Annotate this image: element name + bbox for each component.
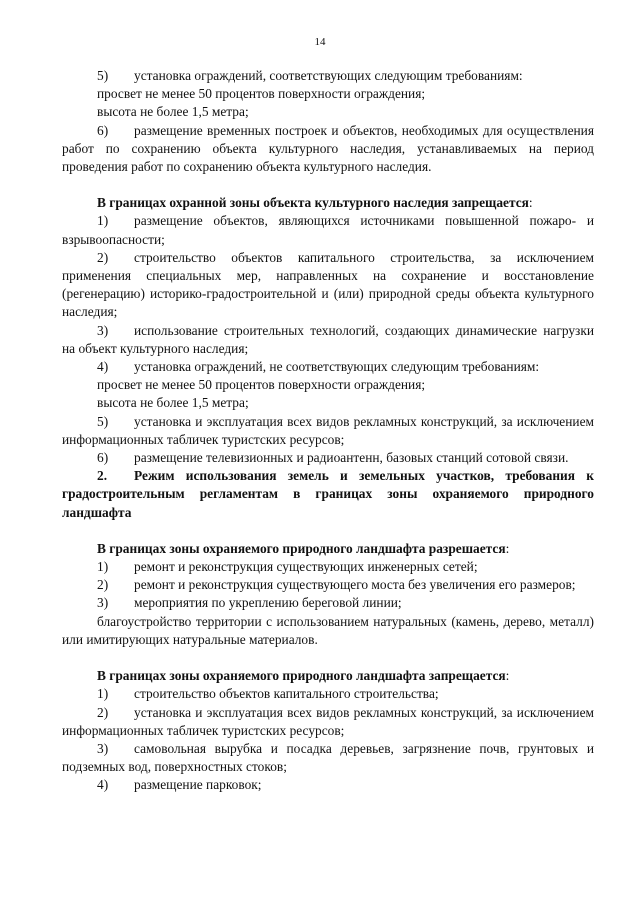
requirement-line: высота не более 1,5 метра; xyxy=(97,104,249,120)
list-item: 1) ремонт и реконструкция существующих инженерных сетей; xyxy=(97,559,478,575)
paragraph: благоустройство территории с использованием натуральных (камень, дерево, металл) или имитирующих натуральные материалов. xyxy=(62,613,594,647)
section-heading: В границах зоны охраняемого природного ландшафта разрешается: xyxy=(97,540,510,556)
list-item: 1) строительство объектов капитального строительства; xyxy=(97,686,439,702)
list-item: 4) установка ограждений, не соответствующих следующим требованиям: xyxy=(97,359,540,375)
list-item: 6) размещение телевизионных и радиоантенн, базовых станций сотовой связи. xyxy=(97,450,569,466)
requirement-line: высота не более 1,5 метра; xyxy=(97,395,249,411)
requirement-line: просвет не менее 50 процентов поверхности ограждения; xyxy=(97,86,426,102)
list-item: 2) ремонт и реконструкция существующего моста без увеличения его размеров; xyxy=(97,577,576,593)
list-item: 3) самовольная вырубка и посадка деревьев, загрязнение почв, грунтовых и подземных вод, поверхностных стоков; xyxy=(62,740,594,775)
list-item: 5) установка и эксплуатация всех видов рекламных конструкций, за исключением информационных табличек туристских ресурсов; xyxy=(62,413,594,447)
section-heading: В границах охранной зоны объекта культурного наследия запрещается: xyxy=(97,195,533,211)
section-title: 2. Режим использования земель и земельных участков, требования к градостроительным регламентам в границах зоны охраняемого природного ландшафта xyxy=(62,468,594,520)
list-item: 6) размещение временных построек и объектов, необходимых для осуществления работ по сохранению объекта культурного наследия, устанавливаемых на период проведения работ по сохранению объекта культурного наследия. xyxy=(62,122,594,175)
list-item: 5) установка ограждений, соответствующих следующим требованиям: xyxy=(97,68,523,83)
list-item: 2) установка и эксплуатация всех видов рекламных конструкций, за исключением информационных табличек туристских ресурсов; xyxy=(62,704,594,738)
list-item: 1) размещение объектов, являющихся источниками повышенной пожаро- и взрывоопасности; xyxy=(62,213,594,247)
requirement-line: просвет не менее 50 процентов поверхности ограждения; xyxy=(97,377,426,393)
section-heading: В границах зоны охраняемого природного ландшафта запрещается: xyxy=(97,668,510,684)
list-item: 3) использование строительных технологий, создающих динамические нагрузки на объект культурного наследия; xyxy=(62,322,594,356)
list-item: 3) мероприятия по укреплению береговой линии; xyxy=(97,595,402,611)
page-number: 14 xyxy=(314,36,326,48)
list-item: 4) размещение парковок; xyxy=(97,777,262,793)
list-item: 2) строительство объектов капитального строительства, за исключением применения специальных мер, направленных на сохранение и восстановление (регенерацию) историко-градостроительной и (или) природной среды объекта культурного наследия; xyxy=(62,249,594,320)
document-body xyxy=(62,67,594,795)
